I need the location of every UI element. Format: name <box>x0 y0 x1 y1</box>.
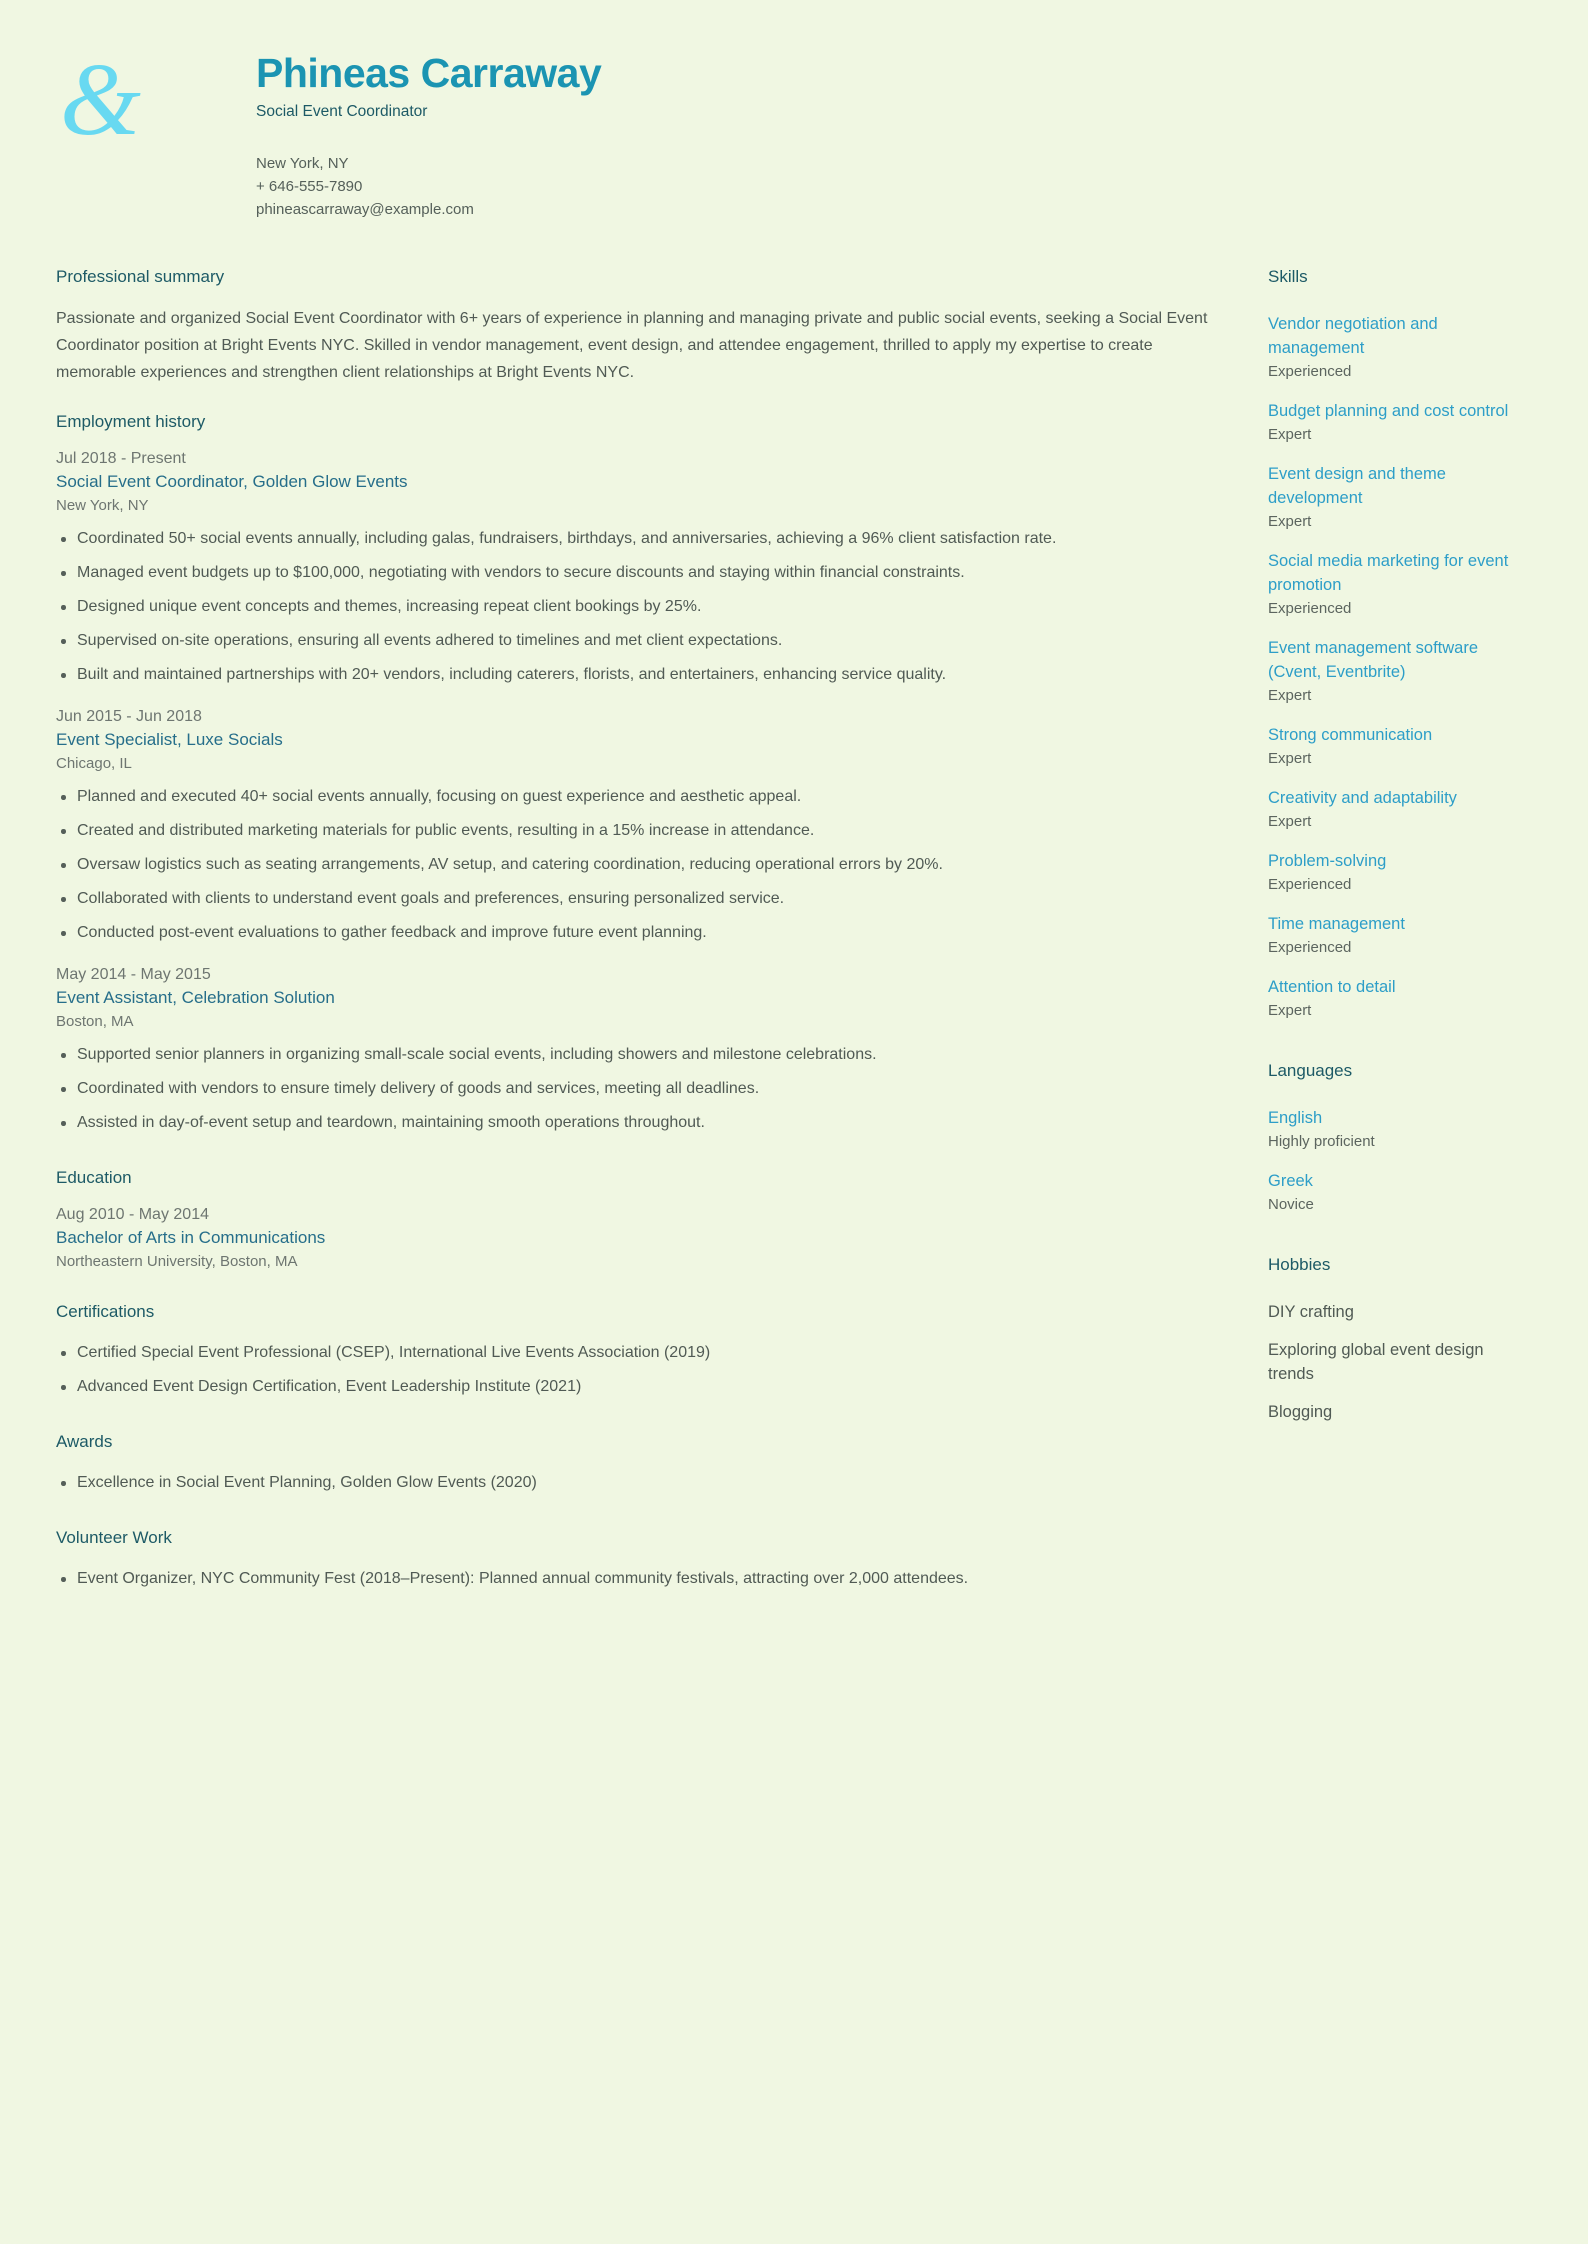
skills-heading: Skills <box>1268 267 1308 287</box>
job-bullet-list <box>56 1042 1215 1136</box>
skill-level: Experienced <box>1268 363 1352 381</box>
skill-item <box>1268 723 1532 767</box>
contact-block <box>256 152 601 221</box>
education-heading: Education <box>56 1168 132 1188</box>
skills-section <box>1268 267 1532 1019</box>
employment-heading: Employment history <box>56 412 206 432</box>
summary-heading: Professional summary <box>56 267 225 287</box>
skill-name: Attention to detail <box>1268 978 1396 997</box>
language-name: Greek <box>1268 1172 1313 1191</box>
skill-level: Expert <box>1268 1002 1312 1020</box>
volunteer-heading: Volunteer Work <box>56 1528 172 1548</box>
languages-heading: Languages <box>1268 1061 1353 1081</box>
skill-level: Expert <box>1268 513 1312 531</box>
education-dates: Aug 2010 - May 2014 <box>56 1206 209 1224</box>
job-title: Social Event Coordinator, Golden Glow Events <box>56 472 408 492</box>
job-bullet: Coordinated 50+ social events annually, including galas, fundraisers, birthdays, and anniversaries, achieving a 96% client satisfaction rate. <box>56 526 1215 552</box>
employment-section <box>56 412 1215 1136</box>
skill-level: Expert <box>1268 813 1312 831</box>
job-title: Event Assistant, Celebration Solution <box>56 988 335 1008</box>
language-level: Highly proficient <box>1268 1133 1375 1151</box>
certifications-heading: Certifications <box>56 1302 155 1322</box>
resume-columns <box>56 267 1532 1624</box>
skill-name: Event management software (Cvent, Eventbrite) <box>1268 639 1479 682</box>
job-bullet: Built and maintained partnerships with 20+ vendors, including caterers, florists, and entertainers, enhancing service quality. <box>56 662 1215 688</box>
language-name: English <box>1268 1109 1323 1128</box>
ampersand-logo-icon: & <box>60 42 141 157</box>
skill-item <box>1268 975 1532 1019</box>
job-entry <box>56 450 1215 688</box>
awards-heading: Awards <box>56 1432 113 1452</box>
side-column <box>1268 267 1532 1466</box>
job-bullet: Managed event budgets up to $100,000, negotiating with vendors to secure discounts and staying within financial constraints. <box>56 560 1215 586</box>
skill-name: Event design and theme development <box>1268 465 1446 508</box>
job-bullet: Conducted post-event evaluations to gather feedback and improve future event planning. <box>56 920 1215 946</box>
hobbies-section <box>1268 1255 1532 1424</box>
job-dates: May 2014 - May 2015 <box>56 966 211 984</box>
language-level: Novice <box>1268 1196 1314 1214</box>
skill-name: Time management <box>1268 915 1405 934</box>
job-bullet: Supported senior planners in organizing small-scale social events, including showers and milestone celebrations. <box>56 1042 1215 1068</box>
job-entry <box>56 966 1215 1136</box>
skill-level: Expert <box>1268 750 1312 768</box>
header-text <box>256 52 601 221</box>
awards-section <box>56 1432 1215 1496</box>
brand-logo-box <box>56 42 256 157</box>
language-item <box>1268 1106 1532 1150</box>
hobby-item: Blogging <box>1268 1403 1333 1422</box>
skill-item <box>1268 462 1532 530</box>
job-bullet: Designed unique event concepts and themes, increasing repeat client bookings by 25%. <box>56 594 1215 620</box>
skill-name: Problem-solving <box>1268 852 1387 871</box>
job-location: Chicago, IL <box>56 755 132 773</box>
skill-name: Creativity and adaptability <box>1268 789 1457 808</box>
job-dates: Jul 2018 - Present <box>56 450 186 468</box>
skill-item <box>1268 312 1532 380</box>
job-bullet: Oversaw logistics such as seating arrangements, AV setup, and catering coordination, reducing operational errors by 20%. <box>56 852 1215 878</box>
education-section <box>56 1168 1215 1270</box>
skill-level: Experienced <box>1268 876 1352 894</box>
skill-level: Expert <box>1268 426 1312 444</box>
job-bullet-list <box>56 526 1215 688</box>
certification-item: Certified Special Event Professional (CSEP), International Live Events Association (2019) <box>56 1340 1215 1366</box>
summary-section <box>56 267 1215 386</box>
certification-item: Advanced Event Design Certification, Event Leadership Institute (2021) <box>56 1374 1215 1400</box>
job-bullet: Supervised on-site operations, ensuring all events adhered to timelines and met client expectations. <box>56 628 1215 654</box>
volunteer-item: Event Organizer, NYC Community Fest (2018–Present): Planned annual community festivals, attracting over 2,000 attendees. <box>56 1566 1215 1592</box>
certifications-section <box>56 1302 1215 1400</box>
contact-location: New York, NY <box>256 155 349 173</box>
summary-text: Passionate and organized Social Event Coordinator with 6+ years of experience in planning and managing private and public social events, seeking a Social Event Coordinator position at Bright Events NYC. Skilled in vendor management, event design, and attendee engagement, thrilled to apply my expertise to create memorable experiences and strengthen client relationships at Bright Events NYC. <box>56 310 1208 382</box>
hobby-item: Exploring global event design trends <box>1268 1341 1484 1384</box>
job-bullet: Coordinated with vendors to ensure timely delivery of goods and services, meeting all deadlines. <box>56 1076 1215 1102</box>
certifications-list <box>56 1340 1215 1400</box>
job-bullet: Collaborated with clients to understand event goals and preferences, ensuring personalized service. <box>56 886 1215 912</box>
hobbies-heading: Hobbies <box>1268 1255 1331 1275</box>
main-column <box>56 267 1215 1624</box>
skill-name: Vendor negotiation and management <box>1268 315 1438 358</box>
skill-level: Experienced <box>1268 939 1352 957</box>
job-bullet: Created and distributed marketing materials for public events, resulting in a 15% increase in attendance. <box>56 818 1215 844</box>
skill-item <box>1268 399 1532 443</box>
volunteer-list <box>56 1566 1215 1592</box>
skill-name: Budget planning and cost control <box>1268 402 1509 421</box>
resume-header <box>56 42 1532 221</box>
hobby-item: DIY crafting <box>1268 1303 1354 1322</box>
candidate-name: Phineas Carraway <box>256 50 602 96</box>
job-bullet-list <box>56 784 1215 946</box>
language-item <box>1268 1169 1532 1213</box>
languages-section <box>1268 1061 1532 1213</box>
contact-email: phineascarraway@example.com <box>256 201 474 219</box>
job-location: Boston, MA <box>56 1013 134 1031</box>
job-title: Event Specialist, Luxe Socials <box>56 730 283 750</box>
education-degree: Bachelor of Arts in Communications <box>56 1228 326 1248</box>
job-location: New York, NY <box>56 497 149 515</box>
volunteer-section <box>56 1528 1215 1592</box>
skill-item <box>1268 549 1532 617</box>
skill-name: Social media marketing for event promotion <box>1268 552 1509 595</box>
skill-level: Expert <box>1268 687 1312 705</box>
skill-item <box>1268 912 1532 956</box>
skill-item <box>1268 849 1532 893</box>
education-school: Northeastern University, Boston, MA <box>56 1253 298 1271</box>
awards-list <box>56 1470 1215 1496</box>
job-entry <box>56 708 1215 946</box>
skill-item <box>1268 786 1532 830</box>
skill-name: Strong communication <box>1268 726 1433 745</box>
job-bullet: Planned and executed 40+ social events annually, focusing on guest experience and aesthetic appeal. <box>56 784 1215 810</box>
job-dates: Jun 2015 - Jun 2018 <box>56 708 202 726</box>
skill-level: Experienced <box>1268 600 1352 618</box>
candidate-job-title: Social Event Coordinator <box>256 103 428 121</box>
award-item: Excellence in Social Event Planning, Golden Glow Events (2020) <box>56 1470 1215 1496</box>
job-bullet: Assisted in day-of-event setup and teardown, maintaining smooth operations throughout. <box>56 1110 1215 1136</box>
contact-phone: + 646-555-7890 <box>256 178 363 196</box>
skill-item <box>1268 636 1532 704</box>
